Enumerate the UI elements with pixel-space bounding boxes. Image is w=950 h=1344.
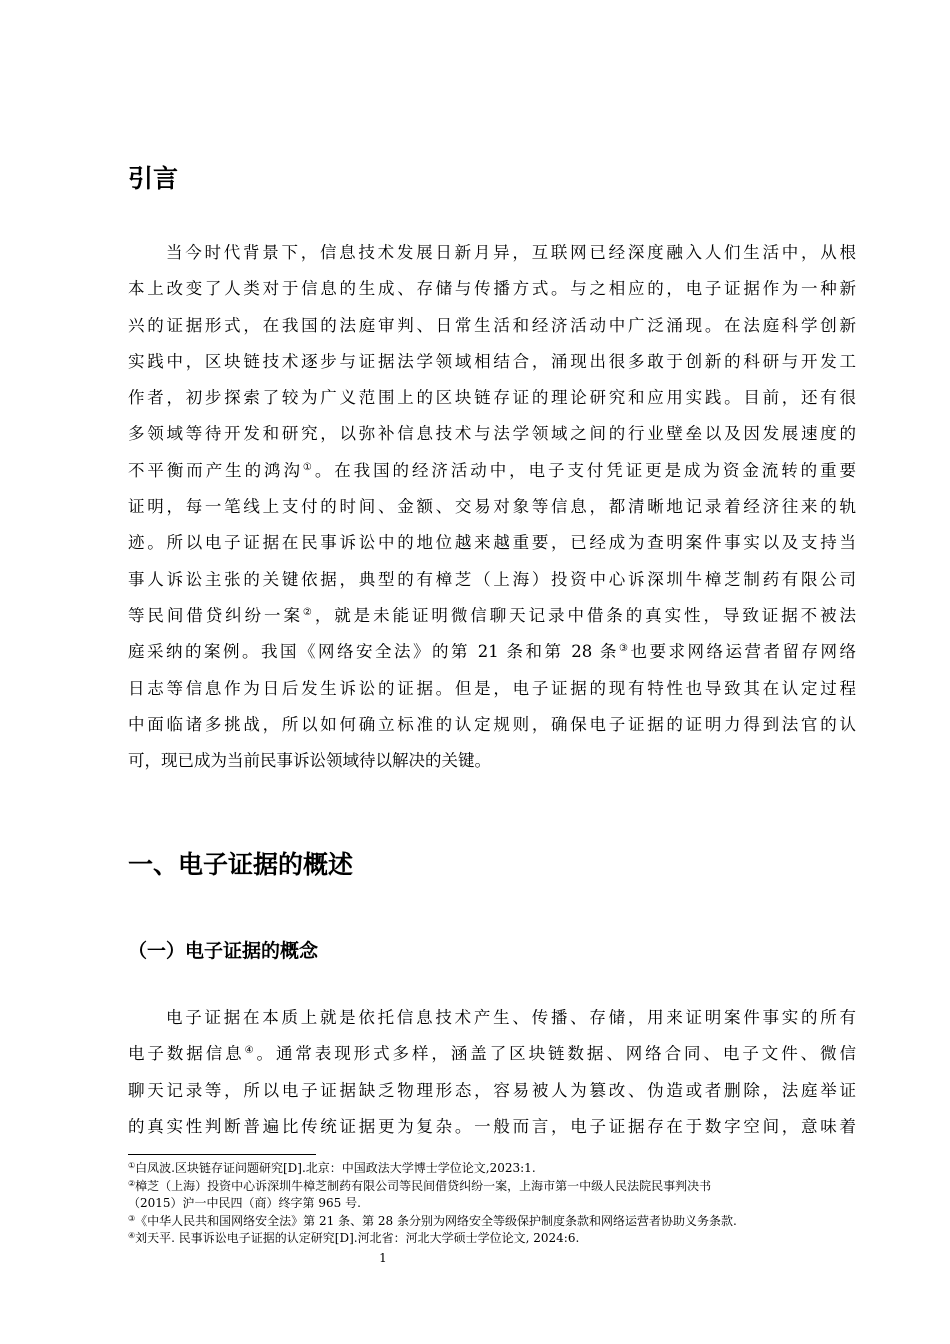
line-text: ，就是未能证明微信聊天记录中借条的真实性，导致证据不被法 xyxy=(314,605,856,625)
introduction-paragraph xyxy=(128,235,856,779)
line-text: 。在我国的经济活动中，电子支付凭证更是成为资金流转的重要 xyxy=(314,460,856,480)
footnote-text: 《中华人民共和国网络安全法》第 21 条、第 28 条分别为网络安全等级保护制度条款和网络运营者协助义务条款. xyxy=(135,1213,737,1228)
footnote-text: 刘天平. 民事诉讼电子证据的认定研究[D].河北省：河北大学硕士学位论文, 2024:6. xyxy=(135,1231,580,1245)
heading-introduction: 引言 xyxy=(128,164,179,193)
paragraph-line: 可，现已成为当前民事诉讼领域待以解决的关键。 xyxy=(128,751,491,771)
footnote-text: （2015）沪一中民四（商）终字第 965 号. xyxy=(128,1196,361,1210)
heading-chapter-1: 一、电子证据的概述 xyxy=(128,850,354,879)
footnote-ref-4[interactable]: ④ xyxy=(244,1045,257,1057)
paragraph-line: 作者，初步探索了较为广义范围上的区块链存证的理论研究和应用实践。目前，还有很 xyxy=(128,388,856,408)
paragraph-line: 日志等信息作为日后发生诉讼的证据。但是，电子证据的现有特性也导致其在认定过程 xyxy=(128,678,856,698)
line-text: 不平衡而产生的鸿沟 xyxy=(128,460,303,480)
paragraph-line: 证明，每一笔线上支付的时间、金额、交易对象等信息，都清晰地记录着经济往来的轨 xyxy=(128,497,856,517)
line-text: 等民间借贷纠纷一案 xyxy=(128,605,303,625)
paragraph-line: 电子证据在本质上就是依托信息技术产生、传播、存储，用来证明案件事实的所有 xyxy=(166,1008,856,1027)
footnote-mark: ③ xyxy=(128,1213,136,1223)
paragraph-line: 事人诉讼主张的关键依据，典型的有樟芝（上海）投资中心诉深圳牛樟芝制药有限公司 xyxy=(128,569,856,589)
footnote-4 xyxy=(128,1230,856,1248)
footnote-text: 白凤波.区块链存证问题研究[D].北京：中国政法大学博士学位论文,2023:1. xyxy=(135,1161,536,1175)
line-text: 庭采纳的案例。我国《网络安全法》的第 21 条和第 28 条 xyxy=(128,642,620,662)
footnote-mark: ④ xyxy=(128,1231,136,1240)
paragraph-line: 多领域等待开发和研究，以弥补信息技术与法学领域之间的行业壁垒以及因发展速度的 xyxy=(128,424,856,444)
heading-section-1: （一）电子证据的概念 xyxy=(128,940,319,962)
paragraph-line: 聊天记录等，所以电子证据缺乏物理形态，容易被人为篡改、伪造或者删除，法庭举证 xyxy=(128,1080,856,1100)
footnote-mark: ② xyxy=(128,1178,136,1188)
footnote-ref-3[interactable]: ③ xyxy=(619,643,631,655)
paragraph-line xyxy=(128,598,856,634)
footnote-mark: ① xyxy=(128,1161,136,1170)
paragraph-line: 中面临诸多挑战，所以如何确立标准的认定规则，确保电子证据的证明力得到法官的认 xyxy=(128,714,856,734)
paragraph-line: 迹。所以电子证据在民事诉讼中的地位越来越重要，已经成为查明案件事实以及支持当 xyxy=(128,533,856,553)
footnote-1 xyxy=(128,1160,856,1178)
footnote-2 xyxy=(128,1178,856,1196)
paragraph-line: 兴的证据形式，在我国的法庭审判、日常生活和经济活动中广泛涌现。在法庭科学创新 xyxy=(128,315,856,335)
footnote-2-continued xyxy=(128,1195,856,1213)
footnote-ref-1[interactable]: ① xyxy=(302,461,315,473)
footnote-separator xyxy=(128,1154,316,1155)
paragraph-line: 实践中，区块链技术逐步与证据法学领域相结合，涌现出很多敢于创新的科研与开发工 xyxy=(128,351,856,371)
footnote-ref-2[interactable]: ② xyxy=(302,606,315,618)
line-text: 也要求网络运营者留存网络 xyxy=(630,642,856,662)
paragraph-line: 本上改变了人类对于信息的生成、存储与传播方式。与之相应的，电子证据作为一种新 xyxy=(128,279,856,299)
footnote-text: 樟芝（上海）投资中心诉深圳牛樟芝制药有限公司等民间借贷纠纷一案，上海市第一中级人民法院民事判决书 xyxy=(135,1178,712,1193)
concept-paragraph xyxy=(128,1000,856,1145)
page-number: 1 xyxy=(379,1251,387,1265)
paragraph-line xyxy=(128,634,856,670)
paragraph-line: 的真实性判断普遍比传统证据更为复杂。一般而言，电子证据存在于数字空间，意味着 xyxy=(128,1116,856,1136)
footnote-3 xyxy=(128,1213,856,1231)
paragraph-line: 当今时代背景下，信息技术发展日新月异，互联网已经深度融入人们生活中，从根 xyxy=(166,243,856,262)
footnotes xyxy=(128,1160,856,1248)
line-text: 。通常表现形式多样，涵盖了区块链数据、网络合同、电子文件、微信 xyxy=(256,1044,856,1064)
paragraph-line xyxy=(128,453,856,489)
paragraph-line xyxy=(128,1036,856,1072)
line-text: 电子数据信息 xyxy=(128,1044,245,1064)
